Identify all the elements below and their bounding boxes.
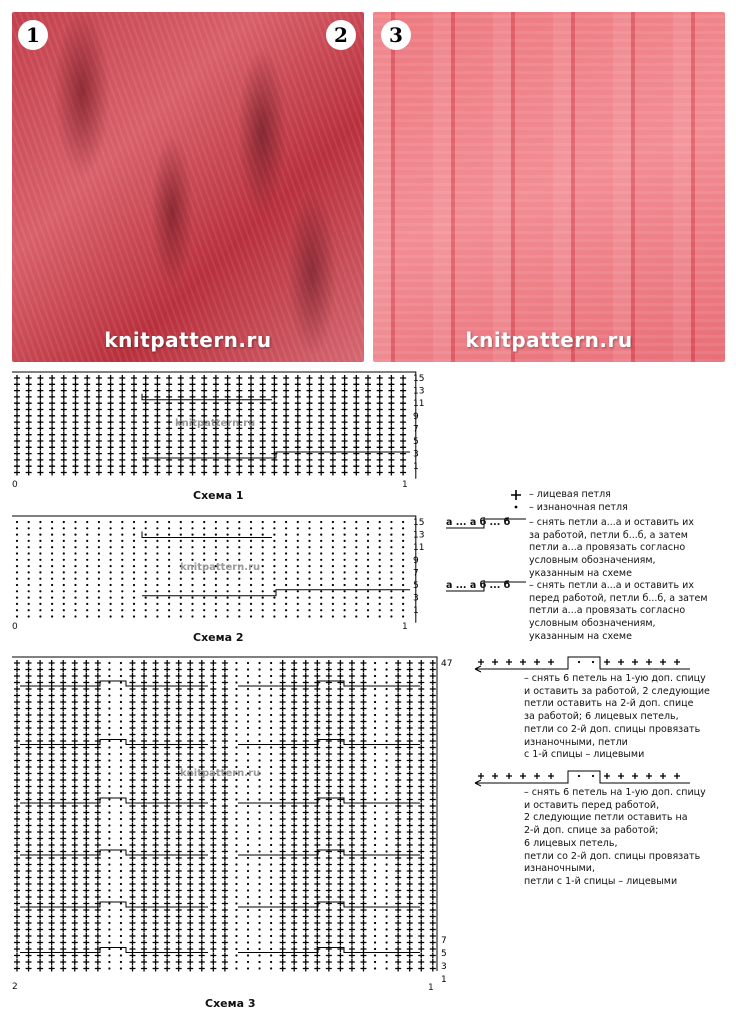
knit-stitch-mark [534,773,540,779]
row-number: 5 [441,949,447,959]
row-number: 15 [413,518,425,528]
row-number: 3 [413,593,419,604]
knit-stitch-mark [478,773,484,779]
purl-stitch-mark [592,661,594,663]
row-number: 3 [413,449,419,460]
knit-stitch-mark [618,659,624,665]
knit-stitch-mark [604,659,610,665]
knit-stitch-mark [632,659,638,665]
row-number: 3 [441,962,447,972]
knit-stitch-mark [674,659,680,665]
scheme-2-title: Схема 2 [193,631,244,644]
row-number: 5 [413,437,419,447]
scheme-2-watermark: knitpattern.ru [180,562,261,573]
scheme-1-right-number: 1 [402,480,408,490]
scheme-1-watermark: knitpattern.ru [175,418,256,429]
knit-stitch-mark [604,773,610,779]
knit-stitch-mark [646,773,652,779]
knit-stitch-mark [660,659,666,665]
photo-watermark: knitpattern.ru [465,328,633,352]
scheme-1-title: Схема 1 [193,489,244,502]
row-number: 5 [413,581,419,591]
row-number: 11 [413,543,425,554]
knit-stitch-mark [506,659,512,665]
legend-purl-text: – изнаночная петля [529,502,628,513]
knit-stitch-mark [646,659,652,665]
scheme-3-watermark: knitpattern.ru [180,768,261,779]
row-number: 9 [413,555,419,566]
scheme-3-left-number: 2 [12,982,18,992]
legend-knit-text: – лицевая петля [529,489,611,500]
legend-cross1-text: – снять петли а...а и оставить их за работой, петли б...б, а затем петли а...а провязать согласно условным обозначениям, указанным на схеме [529,517,694,579]
photo-badge-2: 2 [326,20,356,50]
legend-cable-front-symbol [475,771,690,786]
knit-stitch-mark [660,773,666,779]
row-number: 9 [413,411,419,422]
legend-knit-symbol [511,490,521,500]
row-number: 11 [413,399,425,410]
row-number: 7 [441,936,447,946]
legend-cross4-text: – снять 6 петель на 1-ую доп. спицу и оставить перед работой, 2 следующие петли оставить на 2-й доп. спице за работой; 6 лицевых петель, петли со 2-й доп. спицы провязать изнаночными, петли с 1-й спицы – лицевыми [524,787,706,887]
legend-cross2-label: а ... а б ... б [446,580,511,591]
legend-cross1-label: а ... а б ... б [446,517,511,528]
legend-cross3-text: – снять 6 петель на 1-ую доп. спицу и оставить за работой, 2 следующие петли оставить на 2-й доп. спице за работой; 6 лицевых петель, петли со 2-й доп. спицы провязать изнаночными, петли с 1-й спицы – лицевыми [524,673,710,761]
knit-stitch-mark [674,773,680,779]
scheme-2-left-number: 0 [12,622,18,632]
row-number: 1 [413,606,419,617]
photo-badge-3: 3 [381,20,411,50]
scheme-3-title: Схема 3 [205,997,256,1010]
knit-stitch-mark [548,773,554,779]
knit-stitch-mark [520,773,526,779]
knit-stitch-mark [492,773,498,779]
legend-cross2-text: – снять петли а...а и оставить их перед работой, петли б...б, а затем петли а...а провязать согласно условным обозначениям, указанным на схеме [529,580,708,642]
row-number: 7 [413,424,419,435]
row-number: 1 [441,975,447,985]
scheme-2-right-number: 1 [402,622,408,632]
row-number: 1 [413,462,419,473]
knit-stitch-mark [632,773,638,779]
knit-stitch-mark [506,773,512,779]
knit-stitch-mark [534,659,540,665]
knit-stitch-mark [492,659,498,665]
legend-cable-back-symbol [475,657,690,672]
purl-stitch-mark [578,661,580,663]
knit-stitch-mark [478,659,484,665]
photo-watermark: knitpattern.ru [104,328,272,352]
purl-stitch-mark [592,775,594,777]
row-number: 13 [413,530,425,541]
purl-stitch-mark [578,775,580,777]
photo-badge-1: 1 [18,20,48,50]
row-number: 13 [413,386,425,397]
knit-stitch-mark [520,659,526,665]
knit-stitch-mark [618,773,624,779]
scheme-3-right-number: 1 [428,983,434,993]
scheme-1-left-number: 0 [12,480,18,490]
row-number: 15 [413,374,425,384]
knit-stitch-mark [548,659,554,665]
legend-purl-symbol [515,506,518,509]
row-number: 7 [413,568,419,579]
row-number: 47 [441,659,453,669]
